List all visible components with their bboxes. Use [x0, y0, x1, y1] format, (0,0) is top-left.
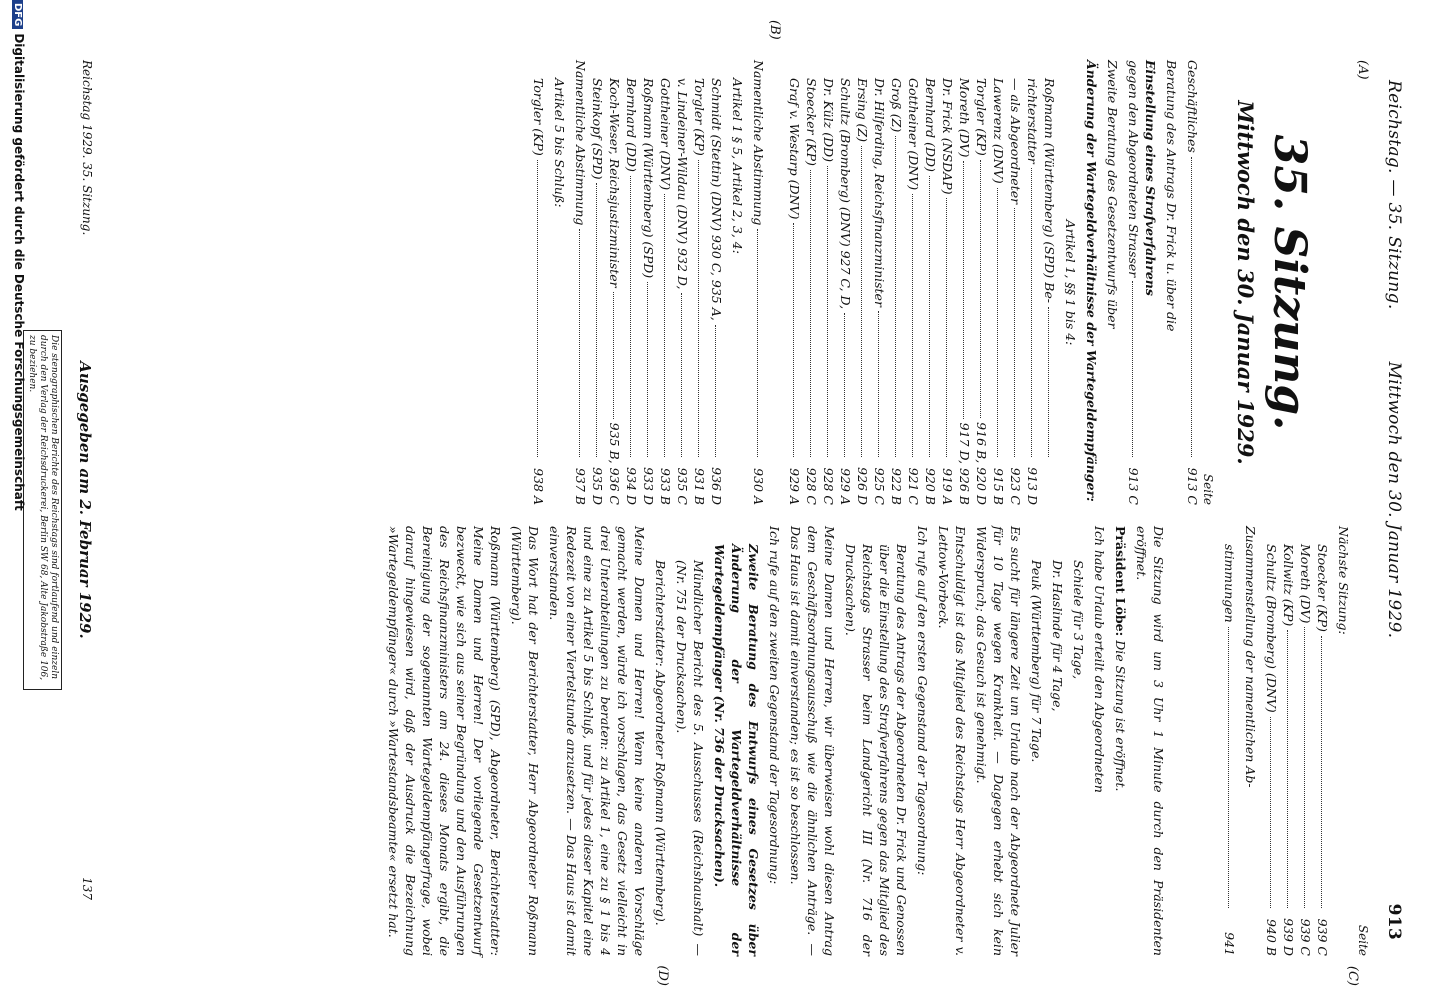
toc-row	[657, 78, 674, 505]
speaker-president: Präsident Löbe:	[1113, 526, 1128, 637]
toc-page: 928 C	[804, 467, 819, 505]
header-center: Mittwoch den 30. Januar 1929.	[1384, 361, 1404, 639]
toc-page: 934 D	[624, 467, 639, 505]
toc-text: Namentliche Abstimmung	[573, 60, 588, 226]
toc-page: 939 C	[1298, 918, 1313, 956]
toc-page: 935 B, 936 C	[607, 422, 622, 505]
toc-text: Graf v. Westarp (DNV)	[787, 78, 802, 220]
toc-row	[640, 78, 657, 505]
toc-row	[1221, 526, 1238, 956]
toc-text: Dr. Hilferding, Reichsfinanzminister	[872, 78, 887, 307]
paragraph: Ich habe Urlaub erteilt den Abgeordneten	[1092, 526, 1107, 793]
leave-item: Dr. Haslinde für 4 Tage,	[1050, 560, 1065, 712]
toc-row	[1297, 544, 1314, 956]
toc-text: Moreth (DV)	[957, 78, 972, 158]
toc-page: 913 D	[1025, 467, 1040, 505]
toc-page: 926 D	[855, 467, 870, 505]
speaker-list	[786, 60, 1058, 505]
toc-row	[674, 78, 691, 505]
next-session-heading: Nächste Sitzung:	[1336, 526, 1351, 635]
speaker-list-3	[530, 60, 547, 505]
toc-text: Gottheiner (DNV)	[658, 78, 673, 191]
toc-row	[837, 78, 854, 505]
margin-marker-c: (C)	[1345, 965, 1360, 986]
toc-page: 937 B	[573, 467, 588, 505]
dfg-logo: DFG	[12, 0, 23, 29]
toc-page: 915 B	[991, 467, 1006, 505]
toc-row	[854, 78, 871, 505]
report-note: Berichterstatter: Abgeordneter Roßmann (Württemberg).	[653, 560, 668, 926]
toc-row	[606, 78, 623, 505]
toc-text: Torgler (KP)	[692, 78, 707, 156]
toc-row	[1041, 78, 1058, 505]
header-left: Reichstag. — 35. Sitzung.	[1384, 80, 1404, 310]
margin-marker-d: (D)	[655, 965, 670, 986]
toc-text: Schultz (Bromberg) (DNV)	[1264, 544, 1279, 713]
toc-page: 920 B	[923, 467, 938, 505]
toc-row	[1007, 78, 1024, 505]
toc-row	[530, 78, 547, 505]
toc-page: 917 D, 926 B	[957, 422, 972, 505]
second-reading-intro: Zweite Beratung des Gesetzentwurfs über	[1105, 60, 1120, 329]
toc-text: Dr. Külz (DD)	[821, 78, 836, 163]
toc-page: 925 C	[872, 467, 887, 505]
toc-row	[1024, 78, 1041, 505]
next-session-list	[1263, 526, 1331, 956]
paragraph: Meine Damen und Herren, wir überweisen wohl diesen Antrag dem Geschäftsordnungsausschuß wie die ähnlichen Anträge. — Das Haus ist damit einverstanden; es ist so beschlossen.	[788, 526, 837, 956]
seite-label: Seite	[1201, 473, 1215, 505]
toc-page: 916 B, 920 D	[974, 422, 989, 505]
toc-row	[691, 78, 708, 505]
toc-page: 931 B	[692, 467, 707, 505]
dfg-credit	[12, 0, 26, 1000]
paragraph: Entschuldigt ist das Mitglied des Reichstags Herr Abgeordneter v. Lettow-Vorbeck.	[936, 526, 968, 956]
toc-page: 930 A	[751, 468, 766, 505]
seite-label-right: Seite	[1356, 924, 1370, 956]
toc-page: 940 B	[1264, 918, 1279, 956]
toc-row	[939, 78, 956, 505]
toc-text: Dr. Frick (NSDAP)	[940, 78, 955, 195]
summary-line: Zusammenstellung der namentlichen Ab-	[1243, 526, 1258, 788]
footer-center: Ausgegeben am 2. Februar 1929.	[76, 361, 94, 639]
toc-row	[888, 78, 905, 505]
toc-text: Torgler (KP)	[974, 78, 989, 156]
toc-text: Namentliche Abstimmung	[751, 60, 766, 226]
toc-page: 929 A	[838, 468, 853, 505]
toc-row	[973, 78, 990, 505]
dfg-text: Digitalisierung gefördert durch die Deutsche Forschungsgemeinschaft	[12, 33, 26, 511]
toc-page: 935 C	[675, 467, 690, 505]
paragraph: Meine Damen und Herren! Wenn keine anderen Vorschläge gemacht werden, würde ich vorschlagen, das Gesetz vielleicht in drei Unterabteilungen zu beraten: zu Artikel 1, eine zu § 1 bis 4 und eine zu Artikel 5 bis Schluß, und für jedes dieser Kapitel eine Redezeit von einer Viertelstunde anzusetzen. — Das Haus ist damit einverstanden.	[547, 526, 647, 956]
toc-text: Ersing (Z)	[855, 78, 870, 142]
toc-page: 928 C	[821, 467, 836, 505]
toc-text: stimmungen	[1222, 544, 1237, 623]
toc-text: Bernhard (DD)	[923, 78, 938, 172]
toc-row	[905, 78, 922, 505]
toc-row	[572, 60, 589, 505]
toc-text: — als Abgeordneter	[1008, 78, 1023, 205]
margin-marker-b: (B)	[767, 20, 782, 40]
toc-row	[803, 78, 820, 505]
toc-row	[1184, 60, 1201, 505]
toc-text: Torgler (KP)	[531, 78, 546, 156]
opening-paragraph: Die Sitzung wird um 3 Uhr 1 Minute durch den Präsidenten eröffnet.	[1134, 526, 1166, 956]
toc-page: 929 A	[787, 468, 802, 505]
footer-right: 137	[80, 877, 94, 900]
leave-item: Peuk (Württemberg) für 7 Tage.	[1029, 560, 1044, 763]
toc-text: Stoecker (KP)	[804, 78, 819, 166]
toc-text: Lawerenz (DNV)	[991, 78, 1006, 184]
toc-text: Roßmann (Württemberg) (SPD) Be-	[1042, 78, 1057, 303]
toc-page: 941	[1222, 932, 1237, 956]
leave-item: Schiele für 3 Tage,	[1071, 560, 1086, 680]
artikel2-heading: Artikel 1 § 5, Artikel 2, 3, 4:	[730, 78, 745, 254]
toc-row	[820, 78, 837, 505]
agenda-item: Beratung des Antrags der Abgeordneten Dr. Frick und Genossen über die Einstellung des Strafverfahrens gegen das Mitglied des Reichstags Strasser beim Landgericht III (Nr. 716 der Drucksachen).	[843, 544, 909, 956]
toc-page: 933 B	[658, 467, 673, 505]
toc-text: Moreth (DV)	[1298, 544, 1313, 624]
toc-text: Koch-Weser, Reichsjustizminister	[607, 78, 622, 288]
toc-row	[1280, 544, 1297, 956]
toc-text: Kollwitz (KP)	[1281, 544, 1296, 627]
column-left	[530, 20, 1370, 505]
toc-row	[871, 78, 888, 505]
toc-text: Steinkopf (SPD)	[590, 78, 605, 180]
toc-row	[990, 78, 1007, 505]
paragraph: Ich rufe auf den ersten Gegenstand der Tagesordnung:	[915, 526, 930, 876]
toc-row	[922, 78, 939, 505]
toc-row	[1125, 60, 1142, 505]
toc-page: 913 C	[1185, 467, 1200, 505]
header-page-number: 913	[1384, 903, 1404, 940]
toc-page: 936 D	[709, 467, 724, 505]
toc-page: 919 A	[940, 468, 955, 505]
toc-intro: Beratung des Antrags Dr. Frick u. über die	[1164, 60, 1179, 332]
speaker-list-2	[589, 60, 725, 505]
toc-page: 913 C	[1126, 467, 1141, 505]
footer-left: Reichstag 1929. 35. Sitzung.	[80, 60, 94, 236]
toc-page: 938 A	[531, 468, 546, 505]
publisher-notice: Die stenographischen Berichte des Reichstags sind fortlaufend und einzeln durch den Verlag der Reichsdruckerei, Berlin SW 68, Alte Jakobstraße 106, zu beziehen.	[23, 330, 62, 690]
toc-text: Roßmann (Württemberg) (SPD)	[641, 78, 656, 279]
toc-text: Schmidt (Stettin) (DNV) 930 C, 935 A,	[709, 78, 724, 321]
agenda-item: Zweite Beratung des Entwurfs eines Gesetzes über Änderung der Wartegeldverhältnisse der Wartegeldempfänger (Nr. 736 der Drucksachen).	[712, 544, 761, 956]
second-reading-title: Änderung der Wartegeldverhältnisse der Wartegeldempfänger:	[1084, 60, 1099, 502]
toc-row	[708, 78, 725, 505]
paragraph: Die Sitzung ist eröffnet.	[1113, 640, 1128, 792]
toc-row	[786, 78, 803, 505]
toc-text: Bernhard (DD)	[624, 78, 639, 172]
toc-text: Geschäftliches	[1185, 60, 1200, 153]
report-note: Mündlicher Bericht des 5. Ausschusses (Reichshaushalt) — (Nr. 751 der Drucksachen).	[674, 560, 706, 956]
toc-bold-line: Einstellung eines Strafverfahrens	[1143, 60, 1158, 296]
margin-marker-a: (A)	[1355, 60, 1370, 80]
toc-text: richterstatter	[1025, 78, 1040, 164]
toc-page: 933 D	[641, 467, 656, 505]
toc-row	[956, 78, 973, 505]
toc-row	[1263, 544, 1280, 956]
toc-page: 923 C	[1008, 467, 1023, 505]
toc-text: v. Lindeiner-Wildau (DNV) 932 D,	[675, 78, 690, 290]
paragraph: Das Wort hat der Berichterstatter, Herr Abgeordneter Roßmann (Württemberg).	[509, 526, 541, 956]
toc-text: Stoecker (KP)	[1315, 544, 1330, 632]
toc-text: Groß (Z)	[889, 78, 904, 133]
toc-page: 939 D	[1281, 918, 1296, 956]
artikel-heading: Artikel 1, §§ 1 bis 4:	[1063, 219, 1078, 346]
paragraph: Ich rufe auf den zweiten Gegenstand der Tagesordnung:	[767, 526, 782, 885]
paragraph: Es sucht für längere Zeit um Urlaub nach der Abgeordnete Julier für 10 Tage wegen Krankheit. — Dagegen erhebt sich kein Widerspruch; das Gesuch ist genehmigt.	[974, 526, 1023, 956]
paragraph: Roßmann (Württemberg) (SPD), Abgeordneter, Berichterstatter: Meine Damen und Herren! Der vorliegende Gesetzentwurf bezweckt, wie sich aus seiner Begründung und den Ausführungen des Reichsfinanzministers am 24. dieses Monats ergibt, die Bereinigung der sogenannten Wartegeldempfängerfrage, wobei darauf hingewiesen wird, daß der Ausdruck die Bezeichnung »Wartegeldempfänger« durch »Wartestandsbeamte« ersetzt hat.	[386, 526, 503, 956]
toc-text: gegen den Abgeordneten Strasser	[1126, 60, 1141, 278]
toc-text: Schultz (Bromberg) (DNV) 927 C, D,	[838, 78, 853, 310]
column-right	[381, 526, 1370, 986]
toc-row	[589, 78, 606, 505]
toc-text: Gottheiner (DNV)	[906, 78, 921, 191]
toc-page: 939 C	[1315, 918, 1330, 956]
session-title: 35. Sitzung.	[1264, 134, 1315, 431]
toc-row	[623, 78, 640, 505]
artikel3-heading: Artikel 5 bis Schluß:	[552, 78, 567, 208]
session-date: Mittwoch den 30. Januar 1929.	[1233, 100, 1258, 465]
toc-page: 935 D	[590, 467, 605, 505]
toc-page: 922 B	[889, 467, 904, 505]
toc-page: 921 C	[906, 467, 921, 505]
toc-row	[1314, 544, 1331, 956]
toc-row	[750, 60, 767, 505]
